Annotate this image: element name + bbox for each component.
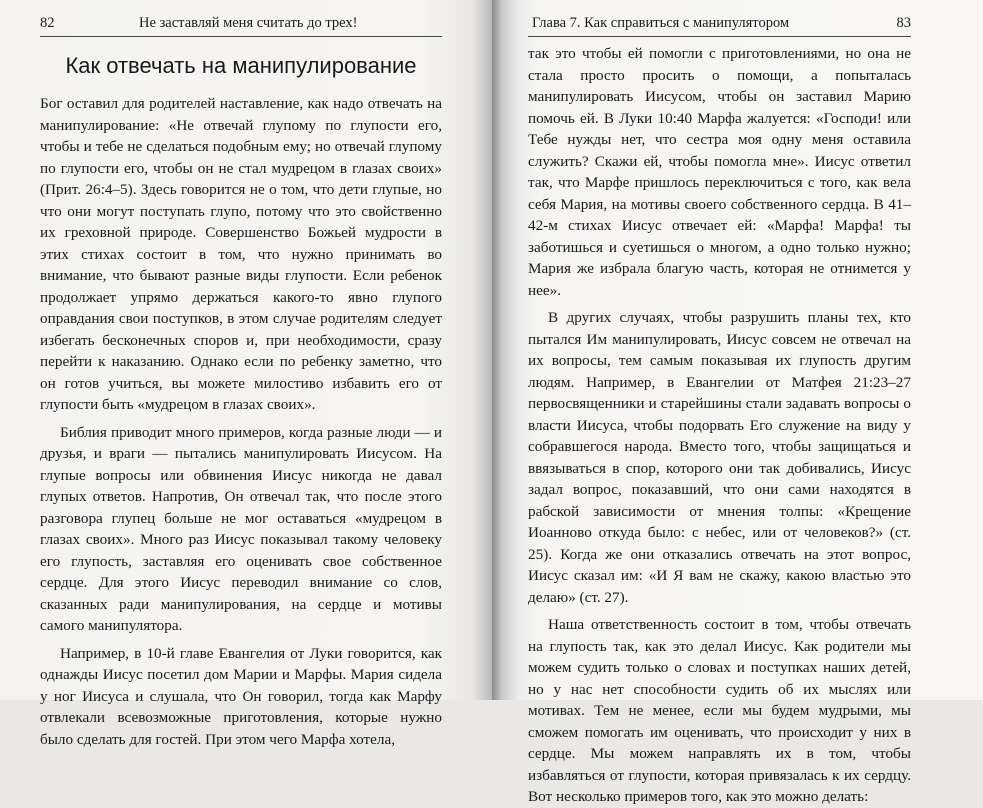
left-running-title: Не заставляй меня считать до трех! xyxy=(139,15,358,31)
right-body-text xyxy=(528,43,911,808)
right-running-title: Глава 7. Как справиться с манипулятором xyxy=(532,15,790,31)
paragraph: так это чтобы ей помогли с приготовлениями, но она не стала просто просить о помощи, а попыталась манипулировать Иисусом, чтобы он заставил Марию помочь ей. В Луки 10:40 Марфа жалуется: «Господи! или Тебе нужды нет, что сестра моя одну меня оставила служить? Скажи ей, чтобы помогла мне». Иисус ответил так, что Марфе пришлось переключиться с того, как вела себя Мария, на мотивы своего собственного сердца. В 41–42-м стихах Иисус отвечает ей: «Марфа! Марфа! ты заботишься и суетишься о многом, а одно только нужно; Мария же избрала благую часть, которая не отнимется у нее». xyxy=(528,45,911,299)
left-page-number: 82 xyxy=(40,15,55,31)
paragraph: Библия приводит много примеров, когда разные люди — и друзья, и враги — пытались манипулировать Иисусом. На глупые вопросы или обвинения Иисус никогда не давал глупых ответов. Напротив, Он отвечал так, что после этого разговора глупец больше не мог оставаться «мудрецом в глазах своих». Много раз Иисус показывал такому человеку его глупость, заставляя его оценивать свое собственное сердце. Для этого Иисус переводил внимание со слов, сказанных ради манипулирования, на сердце и мотивы самого манипулятора. xyxy=(40,423,442,634)
paragraph: В других случаях, чтобы разрушить планы тех, кто пытался Им манипулировать, Иисус совсем не отвечал на их вопросы, тем самым показывая их глупость другим людям. Например, в Евангелии от Матфея 21:23–27 первосвященники и старейшины стали задавать вопросы о власти Иисуса, чтобы подорвать Его служение на виду у собравшегося народа. Вместо того, чтобы защищаться и ввязываться в спор, которого они так добивались, Иисус задал вопрос, показавший, что они сами находятся в рабской зависимости от мнения толпы: «Крещение Иоанново откуда было: с небес, или от человеков?» (ст. 25). Когда же они отказались отвечать на этот вопрос, Иисус сказал им: «И Я вам не скажу, какою властью это делаю» (ст. 27). xyxy=(528,309,911,606)
right-page xyxy=(492,0,983,805)
section-heading: Как отвечать на манипулирование xyxy=(65,53,417,78)
right-running-head xyxy=(528,14,911,37)
paragraph: Наша ответственность состоит в том, чтобы отвечать на глупость так, как это делал Иисус. Как родители мы можем судить только о словах и поступках наших детей, но у нас нет способности судить об их мыслях или мотивах. Тем не менее, если мы будем мудрыми, мы сможем помогать им оценивать, что происходит у них в сердце. Мы можем направлять их в том, чтобы избавляться от глупости, которая привязалась к их сердцу. Вот несколько примеров того, как это можно делать: xyxy=(528,616,911,805)
paragraph: Бог оставил для родителей наставление, как надо отвечать на манипулирование: «Не отвечай глупому по глупости его, чтобы и тебе не сделаться подобным ему; но отвечай глупому по глупости его, чтобы он не стал мудрецом в глазах своих» (Прит. 26:4–5). Здесь говорится не о том, что дети глупые, но что они могут поступать глупо, потому что это свойственно их греховной природе. Совершенство Божьей мудрости в этих стихах состоит в том, что нужно принимать во внимание, что бывают разные виды глупости. Если ребенок продолжает упрямо держаться какого-то явно глупого оправдания свои поступков, в этом случае родителям следует избегать бесконечных споров и, при необходимости, сразу перейти к наказанию. Однако если по ребенку заметно, что он готов учиться, вы можете милостиво избавить его от глупости быть «мудрецом в глазах своих». xyxy=(40,95,442,413)
right-page-number: 83 xyxy=(896,15,911,31)
left-page xyxy=(0,0,492,748)
left-running-head xyxy=(40,14,442,37)
left-body-text xyxy=(40,93,442,750)
paragraph: Например, в 10-й главе Евангелия от Луки говорится, как однажды Иисус посетил дом Марии и Марфы. Мария сидела у ног Иисуса и слушала, что Он говорил, тогда как Марфу отвлекали всевозможные приготовления, которые нужно было сделать для гостей. При этом чего Марфа хотела, xyxy=(40,644,442,748)
